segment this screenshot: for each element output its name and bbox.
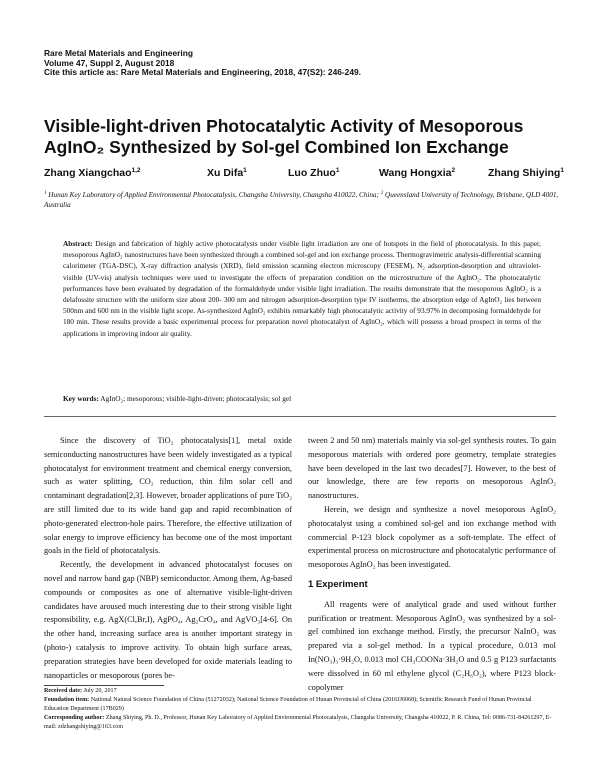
corresponding-author: Corresponding author: Zhang Shiying, Ph. D., Professor, Hunan Key Laboratory of Applied Environmental Photocatalysis, Changsha University, Changsha 410022, P. R. China, Tel: 0086-731-84261297, E-mail: zdzhangshiying@163.com [44, 715, 552, 730]
author: Xu Difa$^1$ [207, 167, 247, 179]
paper-title: Visible-light-driven Photocatalytic Activity of Mesoporous AgInO₂ Synthesized by Sol-gel Combined Ion Exchange [44, 116, 524, 157]
author: Luo Zhuo$^1$ [288, 167, 340, 179]
journal-name: Rare Metal Materials and Engineering [44, 48, 193, 58]
author: Wang Hongxia$^2$ [379, 167, 456, 179]
journal-volume: Volume 47, Suppl 2, August 2018 [44, 57, 175, 68]
abstract [63, 238, 541, 339]
keywords-text: AgInO₂; mesoporous; visible-light-driven; photocatalysis; sol gel [98, 394, 292, 403]
author: Zhang Shiying$^1$ [488, 167, 564, 179]
body-column-right [308, 434, 556, 694]
paragraph: Herein, we design and synthesize a novel mesoporous AgInO₂ photocatalyst using a combined sol-gel and ion exchange method with commercial P-123 block copolymer as a soft-template. The effect of experimental process on microstructure and photocatalytic performance of mesoporous AgInO₂ has been investigated. [308, 504, 556, 570]
footnote-divider [44, 685, 164, 686]
author: Zhang Xiangchao$^{1,2}$ [44, 167, 141, 179]
abstract-text: Design and fabrication of highly active photocatalysts under visible light irradiation are one of hotspots in the field of photocatalysis. In this paper, mesoporous AgInO₂ nanostructures have been synthesized through a combined sol-gel and ion exchange process. Thermogravimetric analysis-differential scanning calorimeter (TGA-DSC), X-ray diffraction analysis (XRD), field emission scanning electron microscopy (FESEM), N₂ adsorption-desorption and ultraviolet-visible (UV-vis) analysis techniques were used to investigate the effects of preparation condition on the microstructure of the AgInO₂. The photocatalytic performances have been evaluated by degradation of the formaldehyde under visible light irradiation. The results demonstrate that the mesoporous AgInO₂ is a delafossite structure with the uniform size about 200- 300 nm and nitrogen adsorption-desorption type IV isotherms, the absorption edge of AgInO₂ lies between 500nm and 600 nm in the visible light scope. As-synthesized AgInO₂ exhibits remarkably high photocatalytic activity of 93.97% in decomposing formaldehyde for 180 min. These results provide a basic experimental process for preparation novel photocatalyst of AgInO₂, which will possess a broad prospect in terms of the applications in improving indoor air quality. [63, 239, 541, 338]
paragraph: All reagents were of analytical grade and used without further purification or treatment. Mesoporous AgInO₂ was synthesized by a sol-gel combined ion exchange method. Firstly, the precursor NaInO₂ was prepared via a sol-gel method. In a typical procedure, 0.013 mol In(NO₃)₃·9H₂O, 0.013 mol CH₃COONa·3H₂O and 0.5 g P123 surfactants were dissolved in 60 ml ethylene glycol (C₂H₆O₂), where P123 block-copolymer [308, 599, 556, 692]
foundation-item: Foundation item: National Natural Science Foundation of China (51272032); National Science Foundation of Hunan Provincial of China (2016JJ6068); Scientific Research Fund of Hunan Provincial Education Department (17B029) [44, 697, 532, 712]
keywords [63, 393, 541, 404]
divider [44, 416, 556, 417]
paragraph: tween 2 and 50 nm) materials mainly via sol-gel synthesis routes. To gain mesoporous materials with ordered pore geometry, template strategies have been developed in the last two decades[7]. However, to the best of our knowledge, there are few reports on mesoporous AgInO₂ nanostructures. [308, 436, 556, 501]
paragraph: Recently, the development in advanced photocatalyst focuses on novel and narrow band gap (NBP) semiconductor. Among them, Ag-based compounds or composites as one of alternative visible-light-driven candidates have aroused much interesting due to their strong visible light responsibility, e.g. AgX(Cl,Br,I), AgPO₄, Ag₂CrO₄, and AgVO₃[4-6]. On the other hand, increasing surface area is another important strategy in (photo-) catalysis to improve activity. To obtain high surface areas, preparation strategies have been developed for oxide materials leading to nanoparticles or mesoporous (pores be- [44, 560, 292, 680]
body-column-left [44, 434, 292, 682]
paragraph: Since the discovery of TiO₂ photocatalysis[1], metal oxide semiconducting nanostructures have been widely investigated as a typical photocatalyst for environment treatment and chemical energy conversion, such as water splitting, CO₂ reduction, thin film solar cell and contaminant degradation[2,3]. However, broader applications of pure TiO₂ are still limited due to its wide band gap and rapid recombination of photo-generated electron-hole pairs. Therefore, the effective utilization of solar energy to improve efficiency has become one of the most important goals in the field of photocatalysis. [44, 436, 292, 556]
section-heading: 1 Experiment [308, 578, 368, 590]
journal-citation: Cite this article as: Rare Metal Materials and Engineering, 2018, 47(S2): 246-249. [44, 67, 361, 78]
footnotes [44, 687, 556, 732]
affiliations: $^1$ Hunan Key Laboratory of Applied Environmental Photocatalysis, Changsha University, Changsha 410022, China; $^2$ Queensland University of Technology, Brisbane, QLD 4001, Australia [44, 191, 559, 209]
received-date: Received date: July 20, 2017 [44, 688, 117, 694]
keywords-label: Key words: [63, 394, 99, 403]
journal-header [44, 49, 361, 78]
abstract-label: Abstract: [63, 239, 93, 248]
